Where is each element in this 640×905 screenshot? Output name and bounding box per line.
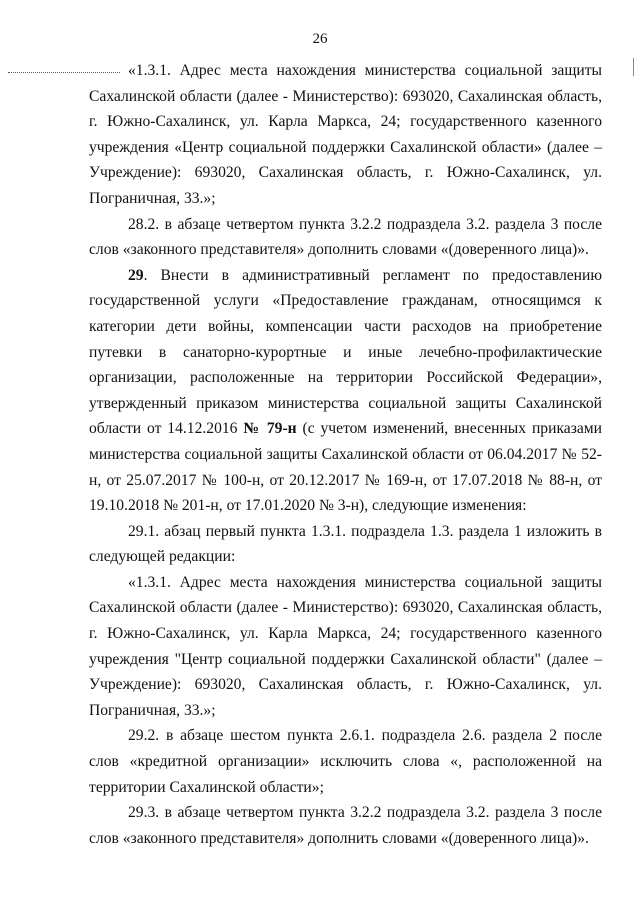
paragraph-29-1: 29.1. абзац первый пункта 1.3.1. подраздела 1.3. раздела 1 изложить в следующей редакции: <box>89 522 602 566</box>
paragraph-29-text-b: (с учетом изменений, внесенных приказами министерства социальной защиты Сахалинской области от 06.04.2017 № 52-н, от 25.07.2017 № 100-н, от 20.12.2017 № 169-н, от 17.07.2018 № 88-н, от 19.10.2018 № 201-н, от 17.01.2020 № 3-н), следующие изменения: <box>89 420 602 515</box>
paragraph-29-3: 29.3. в абзаце четвертом пункта 3.2.2 подраздела 3.2. раздела 3 после слов «законного представителя» дополнить словами «(доверенного лица)». <box>89 804 602 847</box>
page-number: 26 <box>312 31 328 47</box>
paragraph-28-2: 28.2. в абзаце четвертом пункта 3.2.2 подраздела 3.2. раздела 3 после слов «законного представителя» дополнить словами «(доверенного лица)». <box>89 215 602 259</box>
paragraph-1-3-1-quote-new: «1.3.1. Адрес места нахождения министерства социальной защиты Сахалинской области (далее - Министерство): 693020, Сахалинская область, г. Южно-Сахалинск, ул. Карла Маркса, 24; государственного казенного учреждения "Центр социальной поддержки Сахалинской области" (далее – Учреждение): 693020, Сахалинская область, г. Южно-Сахалинск, ул. Пограничная, 33.»; <box>89 573 602 719</box>
order-number: № 79-н <box>243 420 297 438</box>
paragraph-29-text-a: . Внести в административный регламент по предоставлению государственной услуги «Предоставление гражданам, относящимся к категории дети войны, компенсации части расходов на приобретение путевки в санаторно-курортные и иные лечебно-профилактические организации, расположенные на территории Российской Федерации», утвержденный приказом министерства социальной защиты Сахалинской области от 14.12.2016 <box>89 266 602 438</box>
paragraph-29-2: 29.2. в абзаце шестом пункта 2.6.1. подраздела 2.6. раздела 2 после слов «кредитной организации» исключить слова «, расположенной на территории Сахалинской области»; <box>89 727 602 796</box>
document-body <box>89 58 602 851</box>
paragraph-1-3-1-quote: «1.3.1. Адрес места нахождения министерства социальной защиты Сахалинской области (далее - Министерство): 693020, Сахалинская область, г. Южно-Сахалинск, ул. Карла Маркса, 24; государственного казенного учреждения «Центр социальной поддержки Сахалинской области» (далее – Учреждение): 693020, Сахалинская область, г. Южно-Сахалинск, ул. Пограничная, 33.»; <box>89 62 602 207</box>
paragraph-29 <box>89 263 602 519</box>
scan-artifact-mark <box>633 58 634 76</box>
item-number: 29 <box>128 266 144 284</box>
